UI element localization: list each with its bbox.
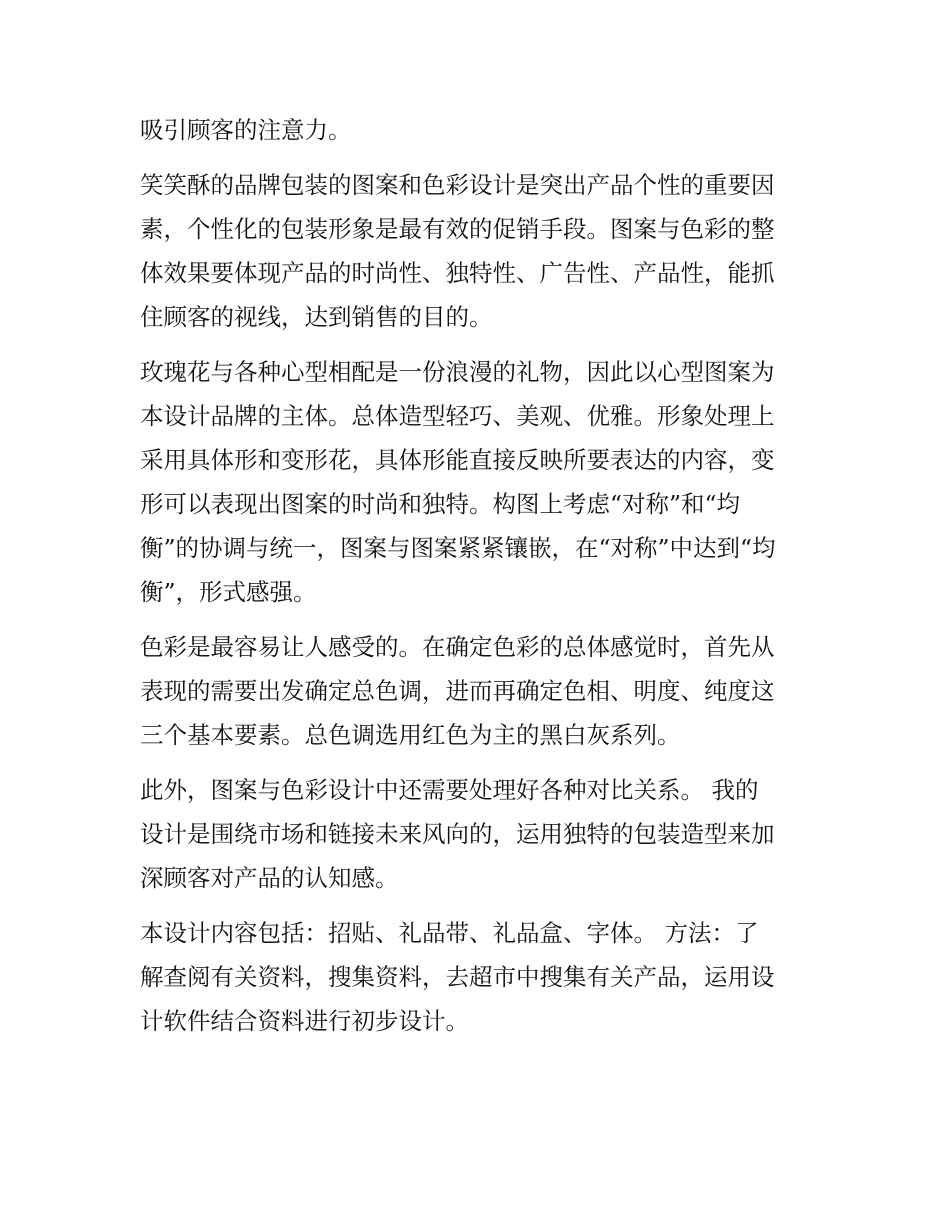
text-line: 形可以表现出图案的时尚和独特。构图上考虑“对称”和“均 — [140, 490, 741, 518]
text-line: 吸引顾客的注意力。 — [140, 116, 352, 144]
text-line: 计软件结合资料进行初步设计。 — [140, 1007, 469, 1035]
document-body — [140, 108, 815, 1043]
text-line: 衡”，形式感强。 — [140, 578, 317, 606]
text-line: 此外，图案与色彩设计中还需要处理好各种对比关系。 我的 — [140, 776, 759, 804]
paragraph — [140, 768, 815, 900]
text-line: 设计是围绕市场和链接未来风向的，运用独特的包装造型来加 — [140, 820, 775, 848]
paragraph — [140, 163, 815, 339]
paragraph — [140, 108, 815, 152]
paragraph — [140, 350, 815, 614]
text-line: 衡”的协调与统一，图案与图案紧紧镶嵌，在“对称”中达到“均 — [140, 534, 776, 562]
paragraph — [140, 625, 815, 757]
text-line: 深顾客对产品的认知感。 — [140, 864, 399, 892]
text-line: 解查阅有关资料，搜集资料，去超市中搜集有关产品，运用设 — [140, 963, 775, 991]
text-line: 色彩是最容易让人感受的。在确定色彩的总体感觉时，首先从 — [140, 633, 775, 661]
text-line: 本设计内容包括：招贴、礼品带、礼品盒、字体。 方法：了 — [140, 919, 759, 947]
text-line: 素，个性化的包装形象是最有效的促销手段。图案与色彩的整 — [140, 215, 775, 243]
text-line: 表现的需要出发确定总色调，进而再确定色相、明度、纯度这 — [140, 677, 775, 705]
text-line: 住顾客的视线，达到销售的目的。 — [140, 303, 493, 331]
text-line: 本设计品牌的主体。总体造型轻巧、美观、优雅。形象处理上 — [140, 402, 775, 430]
text-line: 三个基本要素。总色调选用红色为主的黑白灰系列。 — [140, 721, 681, 749]
text-line: 采用具体形和变形花，具体形能直接反映所要表达的内容，变 — [140, 446, 775, 474]
text-line: 玫瑰花与各种心型相配是一份浪漫的礼物，因此以心型图案为 — [140, 358, 775, 386]
paragraph — [140, 911, 815, 1043]
text-line: 笑笑酥的品牌包装的图案和色彩设计是突出产品个性的重要因 — [140, 171, 775, 199]
text-line: 体效果要体现产品的时尚性、独特性、广告性、产品性，能抓 — [140, 259, 775, 287]
